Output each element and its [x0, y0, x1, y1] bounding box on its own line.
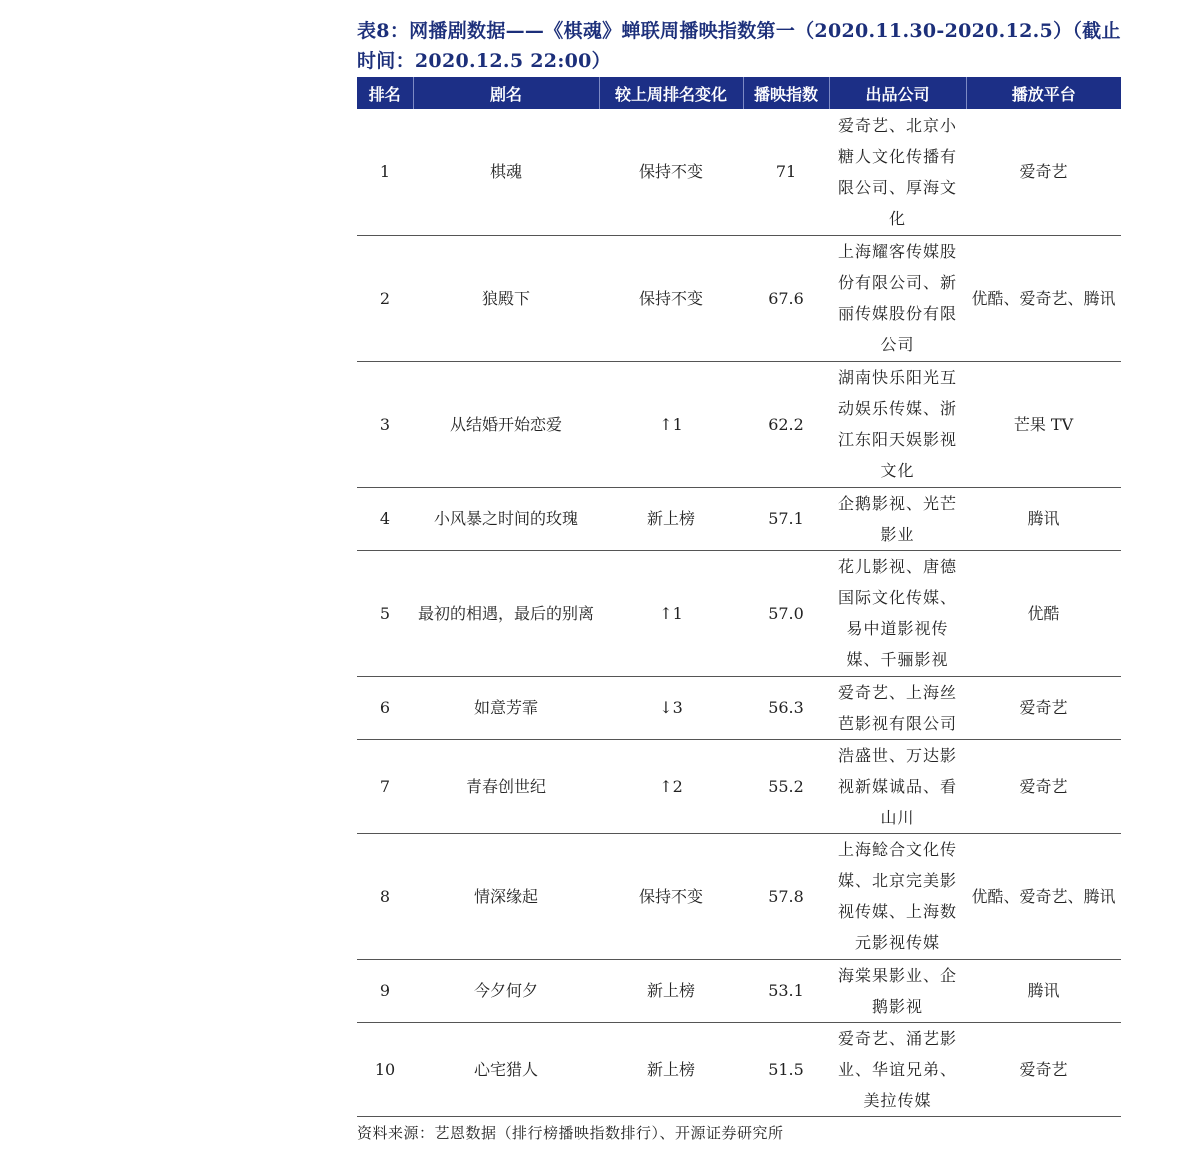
table-row	[357, 1022, 1121, 1116]
cell-index: 57.8	[743, 833, 829, 959]
cell-change: ↑1	[599, 550, 743, 676]
cell-change: ↑1	[599, 361, 743, 487]
drama-ranking-table	[357, 77, 1121, 1117]
cell-platform: 优酷、爱奇艺、腾讯	[966, 833, 1121, 959]
cell-platform: 爱奇艺	[966, 109, 1121, 235]
cell-name: 如意芳霏	[413, 676, 599, 739]
cell-rank: 8	[357, 833, 413, 959]
table-row	[357, 676, 1121, 739]
table-row	[357, 959, 1121, 1022]
table-row	[357, 361, 1121, 487]
cell-index: 53.1	[743, 959, 829, 1022]
header-platform: 播放平台	[966, 77, 1121, 109]
cell-name: 棋魂	[413, 109, 599, 235]
cell-rank: 5	[357, 550, 413, 676]
cell-platform: 爱奇艺	[966, 676, 1121, 739]
cell-index: 57.0	[743, 550, 829, 676]
table-row	[357, 109, 1121, 235]
cell-rank: 1	[357, 109, 413, 235]
cell-change: 保持不变	[599, 833, 743, 959]
cell-name: 小风暴之时间的玫瑰	[413, 487, 599, 550]
cell-company: 湖南快乐阳光互动娱乐传媒、浙江东阳天娱影视文化	[829, 361, 966, 487]
source-note: 资料来源：艺恩数据（排行榜播映指数排行）、开源证券研究所	[357, 1124, 784, 1142]
table-row	[357, 550, 1121, 676]
cell-name: 最初的相遇，最后的别离	[413, 550, 599, 676]
cell-rank: 9	[357, 959, 413, 1022]
cell-name: 今夕何夕	[413, 959, 599, 1022]
header-name: 剧名	[413, 77, 599, 109]
cell-company: 海棠果影业、企鹅影视	[829, 959, 966, 1022]
cell-change: 新上榜	[599, 487, 743, 550]
cell-rank: 3	[357, 361, 413, 487]
cell-company: 爱奇艺、北京小糖人文化传播有限公司、厚海文化	[829, 109, 966, 235]
cell-name: 青春创世纪	[413, 739, 599, 833]
cell-index: 55.2	[743, 739, 829, 833]
cell-company: 爱奇艺、涌艺影业、华谊兄弟、美拉传媒	[829, 1022, 966, 1116]
cell-name: 心宅猎人	[413, 1022, 599, 1116]
cell-index: 71	[743, 109, 829, 235]
cell-index: 62.2	[743, 361, 829, 487]
cell-name: 从结婚开始恋爱	[413, 361, 599, 487]
cell-platform: 爱奇艺	[966, 739, 1121, 833]
cell-change: 新上榜	[599, 959, 743, 1022]
header-index: 播映指数	[743, 77, 829, 109]
cell-rank: 7	[357, 739, 413, 833]
cell-company: 爱奇艺、上海丝芭影视有限公司	[829, 676, 966, 739]
cell-change: 新上榜	[599, 1022, 743, 1116]
cell-platform: 芒果 TV	[966, 361, 1121, 487]
table-row	[357, 235, 1121, 361]
table-title: 表8：网播剧数据——《棋魂》蝉联周播映指数第一（2020.11.30-2020.12.5）（截止时间：2020.12.5 22:00）	[357, 20, 1121, 72]
cell-change: ↑2	[599, 739, 743, 833]
table-row	[357, 487, 1121, 550]
header-rank: 排名	[357, 77, 413, 109]
header-company: 出品公司	[829, 77, 966, 109]
header-change: 较上周排名变化	[599, 77, 743, 109]
cell-platform: 优酷、爱奇艺、腾讯	[966, 235, 1121, 361]
cell-platform: 腾讯	[966, 487, 1121, 550]
cell-rank: 2	[357, 235, 413, 361]
cell-platform: 腾讯	[966, 959, 1121, 1022]
table-row	[357, 833, 1121, 959]
cell-name: 情深缘起	[413, 833, 599, 959]
cell-rank: 4	[357, 487, 413, 550]
cell-change: 保持不变	[599, 235, 743, 361]
cell-company: 上海鲶合文化传媒、北京完美影视传媒、上海数元影视传媒	[829, 833, 966, 959]
cell-company: 企鹅影视、光芒影业	[829, 487, 966, 550]
cell-index: 56.3	[743, 676, 829, 739]
cell-index: 57.1	[743, 487, 829, 550]
table-row	[357, 739, 1121, 833]
cell-platform: 爱奇艺	[966, 1022, 1121, 1116]
cell-company: 花儿影视、唐德国际文化传媒、易中道影视传媒、千骊影视	[829, 550, 966, 676]
cell-rank: 6	[357, 676, 413, 739]
cell-company: 浩盛世、万达影视新媒诚品、看山川	[829, 739, 966, 833]
cell-platform: 优酷	[966, 550, 1121, 676]
cell-rank: 10	[357, 1022, 413, 1116]
cell-name: 狼殿下	[413, 235, 599, 361]
cell-company: 上海耀客传媒股份有限公司、新丽传媒股份有限公司	[829, 235, 966, 361]
cell-change: 保持不变	[599, 109, 743, 235]
cell-index: 51.5	[743, 1022, 829, 1116]
table-header-row	[357, 77, 1121, 109]
cell-change: ↓3	[599, 676, 743, 739]
cell-index: 67.6	[743, 235, 829, 361]
